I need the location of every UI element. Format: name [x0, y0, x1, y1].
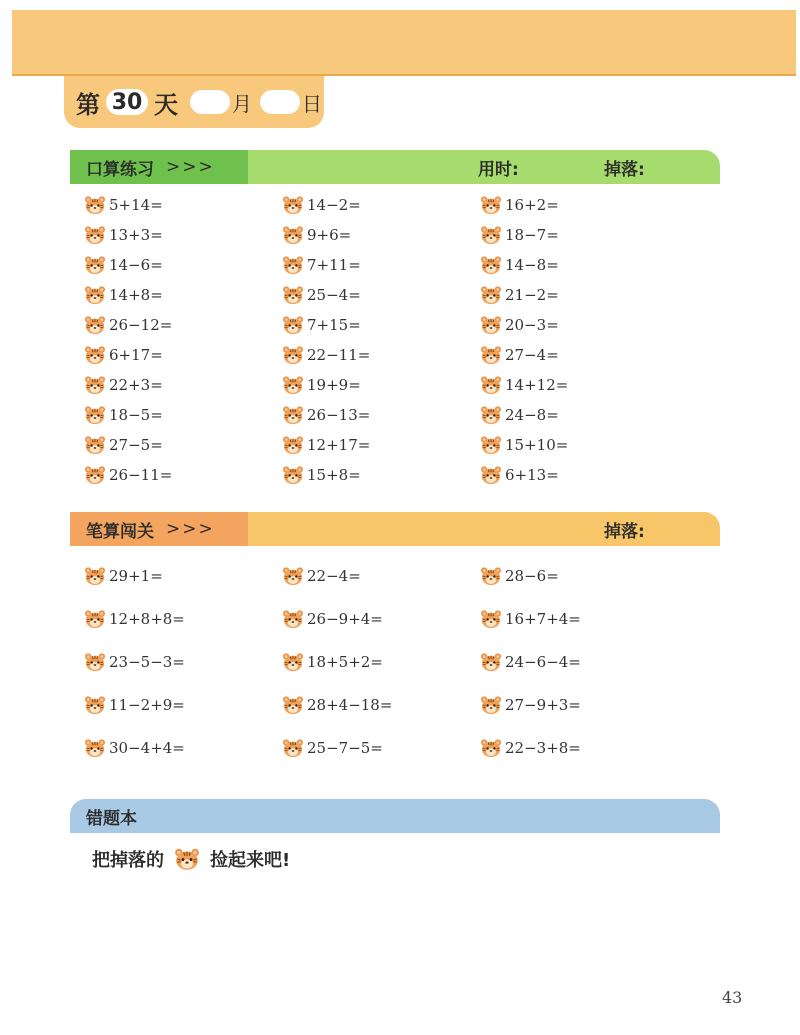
problem-item	[282, 280, 472, 310]
pickup-instruction	[92, 844, 290, 874]
tiger-face-icon	[84, 465, 106, 485]
oral-section-column	[480, 190, 670, 490]
tiger-face-icon	[282, 315, 304, 335]
problem-text: 28−6=	[505, 566, 559, 585]
problem-item	[282, 220, 472, 250]
problem-item	[282, 190, 472, 220]
problem-text: 7+15=	[307, 316, 361, 334]
problem-text: 22−3+8=	[505, 738, 581, 757]
problem-text: 7+11=	[307, 256, 361, 274]
tiger-face-icon	[480, 435, 502, 455]
tiger-face-icon	[84, 225, 106, 245]
oral-section-column	[84, 190, 274, 490]
tiger-face-icon	[84, 285, 106, 305]
pickup-after-text: 捡起来吧!	[210, 850, 291, 871]
written-section-column	[84, 554, 274, 769]
problem-item	[480, 430, 670, 460]
tiger-face-icon	[282, 652, 304, 672]
errors-section-bar	[70, 799, 720, 833]
tiger-face-icon	[282, 566, 304, 586]
tiger-face-icon	[480, 195, 502, 215]
oral-section-arrows: >>>	[166, 157, 215, 177]
tiger-face-icon	[480, 375, 502, 395]
problem-text: 25−7−5=	[307, 738, 383, 757]
problem-item	[282, 250, 472, 280]
problem-text: 19+9=	[307, 376, 361, 394]
problem-text: 26−11=	[109, 466, 173, 484]
problem-item	[282, 340, 472, 370]
month-blank[interactable]	[190, 90, 230, 114]
problem-text: 14+12=	[505, 376, 569, 394]
tiger-face-icon	[282, 255, 304, 275]
problem-text: 16+7+4=	[505, 609, 581, 628]
problem-item	[282, 597, 472, 640]
problem-item	[480, 220, 670, 250]
day-number: 30	[106, 89, 148, 115]
problem-text: 29+1=	[109, 566, 163, 585]
problem-text: 13+3=	[109, 226, 163, 244]
problem-item	[480, 640, 670, 683]
tiger-face-icon	[84, 695, 106, 715]
problem-item	[84, 370, 274, 400]
tiger-face-icon	[282, 375, 304, 395]
problem-item	[480, 726, 670, 769]
tiger-face-icon	[282, 695, 304, 715]
tiger-face-icon	[480, 738, 502, 758]
problem-item	[282, 683, 472, 726]
problem-item	[84, 726, 274, 769]
problem-item	[480, 400, 670, 430]
tiger-face-icon	[84, 652, 106, 672]
problem-text: 18−7=	[505, 226, 559, 244]
tiger-face-icon	[84, 738, 106, 758]
month-label: 月	[232, 91, 252, 116]
problem-text: 26−13=	[307, 406, 371, 424]
tiger-face-icon	[282, 345, 304, 365]
top-banner	[12, 10, 796, 76]
problem-item	[480, 310, 670, 340]
tiger-face-icon	[282, 435, 304, 455]
date-label: 日	[302, 91, 322, 116]
written-section-bar	[70, 512, 720, 546]
problem-text: 21−2=	[505, 286, 559, 304]
tiger-face-icon	[282, 405, 304, 425]
problem-text: 22−4=	[307, 566, 361, 585]
problem-text: 14+8=	[109, 286, 163, 304]
problem-item	[282, 400, 472, 430]
problem-item	[282, 460, 472, 490]
problem-item	[84, 190, 274, 220]
tiger-face-icon	[84, 195, 106, 215]
tiger-face-icon	[480, 652, 502, 672]
tiger-face-icon	[84, 609, 106, 629]
problem-item	[282, 310, 472, 340]
tiger-face-icon	[480, 345, 502, 365]
problem-text: 24−8=	[505, 406, 559, 424]
problem-item	[480, 370, 670, 400]
tiger-face-icon	[480, 315, 502, 335]
problem-item	[480, 597, 670, 640]
tiger-face-icon	[480, 609, 502, 629]
problem-text: 6+17=	[109, 346, 163, 364]
written-section-title: 笔算闯关	[86, 521, 154, 542]
tiger-face-icon	[480, 225, 502, 245]
pickup-before-text: 把掉落的	[92, 850, 164, 871]
tiger-face-icon	[480, 285, 502, 305]
problem-item	[84, 597, 274, 640]
problem-text: 22−11=	[307, 346, 371, 364]
tiger-face-icon	[84, 405, 106, 425]
problem-item	[282, 640, 472, 683]
tiger-face-icon	[282, 609, 304, 629]
tiger-face-icon	[84, 345, 106, 365]
problem-item	[84, 310, 274, 340]
problem-text: 16+2=	[505, 196, 559, 214]
problem-item	[480, 250, 670, 280]
tiger-face-icon	[84, 375, 106, 395]
date-blank[interactable]	[260, 90, 300, 114]
problem-item	[84, 640, 274, 683]
problem-item	[480, 683, 670, 726]
tiger-face-icon	[282, 285, 304, 305]
tiger-face-icon	[282, 195, 304, 215]
tiger-face-icon	[174, 847, 200, 871]
written-section-column	[480, 554, 670, 769]
time-label: 用时:	[478, 159, 519, 180]
problem-text: 27−9+3=	[505, 695, 581, 714]
problem-text: 24−6−4=	[505, 652, 581, 671]
oral-section-title: 口算练习	[86, 159, 154, 180]
problem-text: 20−3=	[505, 316, 559, 334]
tiger-face-icon	[480, 566, 502, 586]
tiger-face-icon	[84, 566, 106, 586]
oral-section-column	[282, 190, 472, 490]
page-number: 43	[722, 988, 743, 1007]
tiger-face-icon	[480, 695, 502, 715]
tiger-face-icon	[282, 225, 304, 245]
tiger-face-icon	[84, 315, 106, 335]
problem-text: 25−4=	[307, 286, 361, 304]
problem-item	[480, 340, 670, 370]
day-suffix: 天	[154, 90, 178, 119]
problem-text: 26−9+4=	[307, 609, 383, 628]
day-title	[76, 86, 322, 118]
problem-text: 11−2+9=	[109, 695, 185, 714]
problem-text: 14−8=	[505, 256, 559, 274]
written-dropped-label: 掉落:	[604, 521, 645, 542]
problem-text: 14−6=	[109, 256, 163, 274]
problem-text: 15+10=	[505, 436, 569, 454]
tiger-face-icon	[282, 738, 304, 758]
problem-text: 30−4+4=	[109, 738, 185, 757]
tiger-face-icon	[480, 405, 502, 425]
problem-text: 28+4−18=	[307, 695, 393, 714]
tiger-face-icon	[282, 465, 304, 485]
problem-item	[480, 190, 670, 220]
problem-text: 27−5=	[109, 436, 163, 454]
problem-text: 6+13=	[505, 466, 559, 484]
problem-item	[84, 280, 274, 310]
problem-text: 12+8+8=	[109, 609, 185, 628]
problem-item	[480, 554, 670, 597]
problem-item	[84, 683, 274, 726]
problem-item	[84, 400, 274, 430]
problem-item	[282, 726, 472, 769]
oral-dropped-label: 掉落:	[604, 159, 645, 180]
problem-item	[480, 280, 670, 310]
problem-text: 27−4=	[505, 346, 559, 364]
problem-text: 5+14=	[109, 196, 163, 214]
problem-text: 18−5=	[109, 406, 163, 424]
written-section-arrows: >>>	[166, 519, 215, 539]
problem-text: 22+3=	[109, 376, 163, 394]
problem-item	[84, 554, 274, 597]
tiger-face-icon	[480, 465, 502, 485]
problem-item	[84, 460, 274, 490]
problem-item	[84, 250, 274, 280]
problem-text: 14−2=	[307, 196, 361, 214]
tiger-face-icon	[480, 255, 502, 275]
problem-item	[84, 340, 274, 370]
problem-text: 26−12=	[109, 316, 173, 334]
problem-text: 15+8=	[307, 466, 361, 484]
problem-item	[282, 554, 472, 597]
problem-text: 23−5−3=	[109, 652, 185, 671]
errors-section-title: 错题本	[86, 808, 137, 829]
tiger-face-icon	[84, 255, 106, 275]
problem-text: 9+6=	[307, 226, 352, 244]
written-section-column	[282, 554, 472, 769]
problem-item	[84, 220, 274, 250]
tiger-face-icon	[84, 435, 106, 455]
day-prefix: 第	[76, 90, 100, 119]
written-section-head	[70, 512, 248, 546]
oral-section-bar	[70, 150, 720, 184]
problem-item	[480, 460, 670, 490]
problem-item	[282, 430, 472, 460]
problem-text: 18+5+2=	[307, 652, 383, 671]
oral-section-head	[70, 150, 248, 184]
problem-text: 12+17=	[307, 436, 371, 454]
problem-item	[84, 430, 274, 460]
problem-item	[282, 370, 472, 400]
